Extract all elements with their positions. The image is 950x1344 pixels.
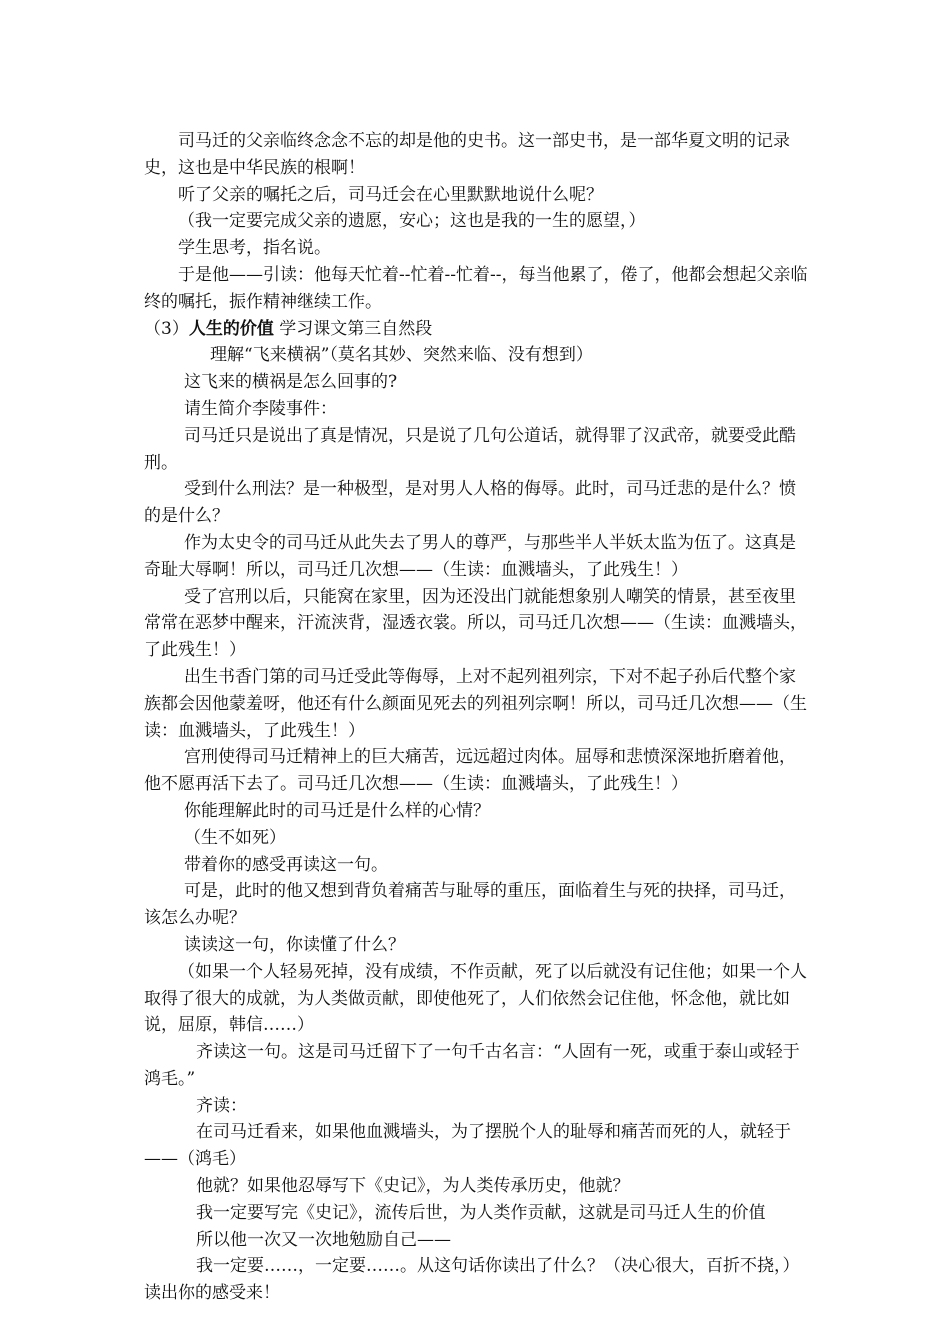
paragraph: 带着你的感受再读这一句。 — [184, 854, 388, 875]
document-body — [144, 128, 810, 1307]
paragraph: 所以他一次又一次地勉励自己—— — [196, 1229, 451, 1250]
paragraph: （如果一个人轻易死掉，没有成绩，不作贡献，死了以后就没有记住他；如果一个人取得了很大的成就，为人类做贡献，即使他死了，人们依然会记住他，怀念他，就比如说，屈原，韩信……） — [144, 961, 807, 1036]
paragraph: 你能理解此时的司马迁是什么样的心情？ — [184, 800, 490, 821]
paragraph: 我一定要写完《史记》，流传后世，为人类作贡献，这就是司马迁人生的价值 — [196, 1202, 766, 1223]
paragraph: 在司马迁看来，如果他血溅墙头，为了摆脱个人的耻辱和痛苦而死的人，就轻于——（鸿毛） — [144, 1122, 791, 1170]
paragraph: 作为太史令的司马迁从此失去了男人的尊严，与那些半人半妖太监为伍了。这真是奇耻大辱啊！所以，司马迁几次想——（生读：血溅墙头，了此残生！） — [144, 532, 796, 580]
paragraph: 司马迁只是说出了真是情况，只是说了几句公道话，就得罪了汉武帝，就要受此酷刑。 — [144, 425, 796, 473]
paragraph: 可是，此时的他又想到背负着痛苦与耻辱的重压，面临着生与死的抉择，司马迁，该怎么办呢？ — [144, 881, 796, 929]
paragraph: 理解“飞来横祸”（莫名其妙、突然来临、没有想到） — [210, 345, 593, 366]
paragraph: 受到什么刑法？是一种极型，是对男人人格的侮辱。此时，司马迁悲的是什么？愤的是什么？ — [144, 479, 796, 527]
paragraph: 齐读这一句。这是司马迁留下了一句千古名言：“人固有一死，或重于泰山或轻于鸿毛。” — [144, 1042, 800, 1089]
paragraph: （我一定要完成父亲的遗愿，安心；这也是我的一生的愿望，） — [178, 211, 646, 232]
paragraph: 这飞来的横祸是怎么回事的? — [184, 372, 398, 393]
paragraph: 我一定要……，一定要……。从这句话你读出了什么？（决心很大，百折不挠，）读出你的感受来！ — [144, 1256, 800, 1304]
paragraph: 受了宫刑以后，只能窝在家里，因为还没出门就能想象别人嘲笑的情景，甚至夜里常常在恶梦中醒来，汗流浃背，湿透衣裳。所以，司马迁几次想——（生读：血溅墙头，了此残生！） — [144, 586, 807, 661]
section-title: 人生的价值 — [188, 318, 274, 339]
paragraph: 司马迁的父亲临终念念不忘的却是他的史书。这一部史书，是一部华夏文明的记录史，这也是中华民族的根啊！ — [144, 131, 790, 178]
section-number: （3） — [144, 318, 189, 339]
section-subtitle: 学习课文第三自然段 — [273, 318, 433, 339]
paragraph: （生不如死） — [184, 827, 286, 848]
paragraph: 听了父亲的嘱托之后，司马迁会在心里默默地说什么呢？ — [178, 184, 603, 205]
paragraph: 宫刑使得司马迁精神上的巨大痛苦，远远超过肉体。屈辱和悲愤深深地折磨着他，他不愿再活下去了。司马迁几次想——（生读：血溅墙头，了此残生！） — [144, 747, 796, 795]
paragraph: 出生书香门第的司马迁受此等侮辱，上对不起列祖列宗，下对不起子孙后代整个家族都会因他蒙羞呀，他还有什么颜面见死去的列祖列宗啊！所以，司马迁几次想——（生读：血溅墙头，了此残生！） — [144, 666, 807, 741]
paragraph: 他就？如果他忍辱写下《史记》，为人类传承历史，他就？ — [196, 1176, 630, 1197]
paragraph: 于是他——引读：他每天忙着--忙着--忙着--，每当他累了，倦了，他都会想起父亲临终的嘱托，振作精神继续工作。 — [144, 264, 808, 312]
section-heading — [144, 316, 810, 343]
paragraph: 齐读： — [196, 1095, 247, 1116]
paragraph: 读读这一句，你读懂了什么？ — [184, 934, 405, 955]
paragraph: 学生思考，指名说。 — [178, 238, 331, 259]
paragraph: 请生简介李陵事件： — [184, 398, 337, 419]
